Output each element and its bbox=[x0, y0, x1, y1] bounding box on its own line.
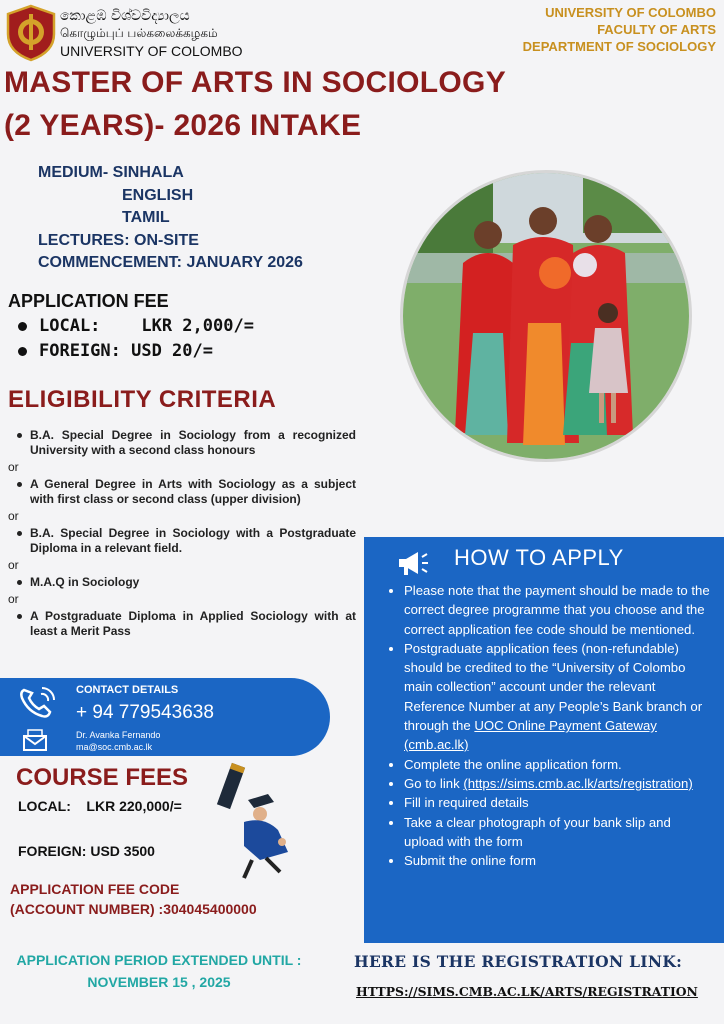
university-seal-logo bbox=[4, 4, 58, 62]
dept-line-department: DEPARTMENT OF SOCIOLOGY bbox=[522, 39, 716, 54]
registration-link[interactable]: HTTPS://SIMS.CMB.AC.LK/ARTS/REGISTRATION bbox=[356, 984, 698, 999]
dept-line-faculty: FACULTY OF ARTS bbox=[597, 22, 716, 37]
graduation-photo bbox=[400, 170, 692, 462]
apply-step-link-text: Go to link bbox=[404, 775, 464, 791]
apply-step-details: • Fill in required details bbox=[404, 793, 714, 812]
commencement-date: COMMENCEMENT: JANUARY 2026 bbox=[38, 254, 303, 271]
megaphone-icon bbox=[396, 549, 430, 577]
fee-foreign-item bbox=[18, 339, 254, 364]
how-to-apply-panel bbox=[364, 537, 724, 943]
program-info bbox=[38, 162, 303, 275]
application-period bbox=[8, 949, 310, 993]
bullet-icon bbox=[18, 347, 27, 356]
registration-heading: HERE IS THE REGISTRATION LINK: bbox=[354, 952, 683, 971]
period-date: NOVEMBER 15 , 2025 bbox=[87, 974, 231, 990]
apply-step-photo: • Take a clear photograph of your bank slip and upload with the form bbox=[404, 813, 714, 852]
course-fee-foreign: FOREIGN: USD 3500 bbox=[18, 843, 155, 859]
apply-step-form: • Complete the online application form. bbox=[404, 755, 714, 774]
course-fees-heading: COURSE FEES bbox=[16, 764, 189, 791]
university-name-tamil: கொழும்புப் பல்கலைக்கழகம் bbox=[60, 26, 218, 40]
medium-sinhala: MEDIUM- SINHALA bbox=[38, 164, 184, 181]
how-to-apply-list bbox=[374, 581, 714, 870]
contact-email[interactable]: ma@soc.cmb.ac.lk bbox=[76, 742, 153, 752]
medium-english: ENGLISH bbox=[122, 186, 194, 204]
medium-tamil: TAMIL bbox=[122, 209, 170, 226]
or-separator: or bbox=[8, 509, 19, 523]
graduate-illustration bbox=[208, 760, 300, 882]
fee-foreign: FOREIGN: USD 20/= bbox=[39, 341, 213, 361]
eligibility-item: A General Degree in Arts with Sociology as a subject with first class or second class (upper division) bbox=[8, 477, 356, 507]
fee-code-label: APPLICATION FEE CODE bbox=[10, 881, 180, 897]
eligibility-heading: ELIGIBILITY CRITERIA bbox=[8, 386, 277, 413]
apply-step-fees bbox=[404, 639, 714, 755]
course-fee-local: LOCAL: LKR 220,000/= bbox=[18, 798, 182, 814]
university-name-english: UNIVERSITY OF COLOMBO bbox=[60, 43, 243, 59]
university-name-sinhala: කොළඹ විශ්වවිද්‍යාලය bbox=[60, 8, 190, 24]
apply-step-submit: • Submit the online form bbox=[404, 851, 714, 870]
payment-gateway-link[interactable]: UOC Online Payment Gateway (cmb.ac.lk) bbox=[404, 718, 657, 753]
page-title-line1: MASTER OF ARTS IN SOCIOLOGY bbox=[4, 66, 507, 99]
fee-local-item bbox=[18, 314, 254, 339]
or-separator: or bbox=[8, 558, 19, 572]
contact-phone[interactable]: + 94 779543638 bbox=[76, 702, 214, 723]
or-separator: or bbox=[8, 460, 19, 474]
contact-label: CONTACT DETAILS bbox=[76, 684, 179, 696]
fee-code-account: (ACCOUNT NUMBER) :304045400000 bbox=[10, 901, 257, 917]
application-fee-list bbox=[18, 314, 254, 364]
registration-url-link[interactable]: (https://sims.cmb.ac.lk/arts/registration) bbox=[463, 775, 693, 791]
phone-icon bbox=[16, 684, 60, 720]
eligibility-item: B.A. Special Degree in Sociology with a Postgraduate Diploma in a relevant field. bbox=[8, 526, 356, 556]
contact-name: Dr. Avanka Fernando bbox=[76, 730, 161, 740]
dept-line-university: UNIVERSITY OF COLOMBO bbox=[545, 5, 716, 20]
application-fee-heading: APPLICATION FEE bbox=[8, 291, 169, 311]
how-to-apply-heading: HOW TO APPLY bbox=[454, 545, 624, 570]
eligibility-item: B.A. Special Degree in Sociology from a recognized University with a second class honours bbox=[8, 428, 356, 458]
apply-step-link bbox=[404, 774, 714, 793]
fee-code bbox=[10, 879, 257, 919]
apply-step-payment: • Please note that the payment should be made to the correct degree programme that you choose and the correct application fee code should be mentioned. bbox=[404, 581, 714, 639]
fee-local: LOCAL: LKR 2,000/= bbox=[39, 316, 254, 336]
eligibility-item: M.A.Q in Sociology bbox=[8, 575, 356, 590]
period-label: APPLICATION PERIOD EXTENDED UNTIL : bbox=[16, 952, 302, 968]
contact-panel bbox=[0, 678, 330, 756]
eligibility-item: A Postgraduate Diploma in Applied Sociology with at least a Merit Pass bbox=[8, 609, 356, 639]
graduation-photo-illustration bbox=[403, 173, 689, 459]
email-icon bbox=[22, 728, 48, 752]
department-header bbox=[523, 4, 716, 55]
apply-step-fees-text: Postgraduate application fees (non-refundable) should be credited to the “University of Colombo main collection” account under the relevant Reference Number at any People’s Bank branch or through the bbox=[404, 640, 703, 734]
or-separator: or bbox=[8, 592, 19, 606]
bullet-icon bbox=[18, 322, 27, 331]
eligibility-list bbox=[8, 428, 356, 639]
lectures-mode: LECTURES: ON-SITE bbox=[38, 231, 199, 249]
page-title-line2: (2 YEARS)- 2026 INTAKE bbox=[4, 109, 362, 142]
